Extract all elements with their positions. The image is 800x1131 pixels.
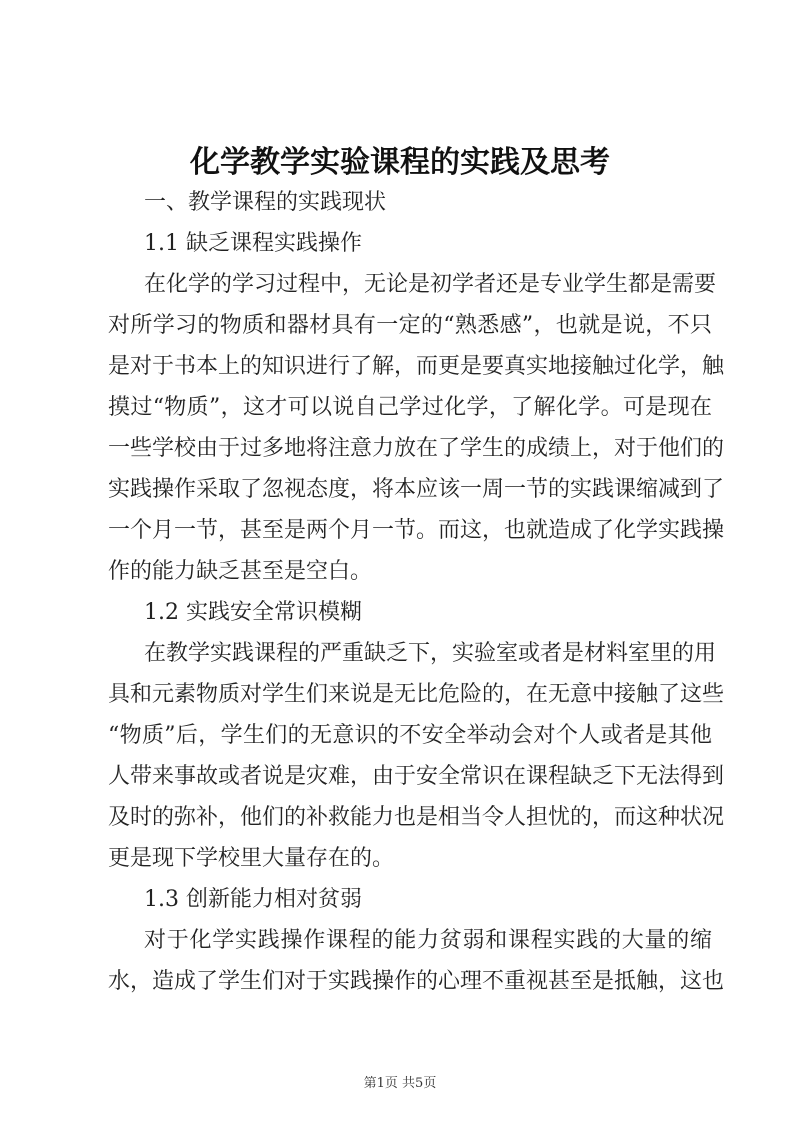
paragraph-line: 在教学实践课程的严重缺乏下，实验室或者是材料室里的用 <box>144 641 717 666</box>
document-body <box>108 182 725 1002</box>
paragraph-line: 是对于书本上的知识进行了解，而更是要真实地接触过化学，触 <box>108 354 725 379</box>
subsection-heading: 1.3 创新能力相对贫弱 <box>144 887 362 912</box>
paragraph-line: 作的能力缺乏甚至是空白。 <box>108 559 373 584</box>
paragraph-line: 人带来事故或者说是灾难，由于安全常识在课程缺乏下无法得到 <box>108 764 725 789</box>
paragraph-line: 更是现下学校里大量存在的。 <box>108 846 395 871</box>
paragraph-line: 及时的弥补，他们的补救能力也是相当令人担忧的，而这种状况 <box>108 805 725 830</box>
section-heading: 一、教学课程的实践现状 <box>144 190 387 215</box>
subsection-heading: 1.2 实践安全常识模糊 <box>144 600 362 625</box>
paragraph-line: 一个月一节，甚至是两个月一节。而这，也就造成了化学实践操 <box>108 518 725 543</box>
paragraph-line: 水，造成了学生们对于实践操作的心理不重视甚至是抵触，这也 <box>108 969 725 994</box>
paragraph-line: 对于化学实践操作课程的能力贫弱和课程实践的大量的缩 <box>144 928 712 953</box>
page-footer: 第1页 共5页 <box>363 1076 437 1091</box>
paragraph-line: 实践操作采取了忽视态度，将本应该一周一节的实践课缩减到了 <box>108 477 725 502</box>
paragraph-line: 对所学习的物质和器材具有一定的“熟悉感”，也就是说，不只 <box>108 313 712 338</box>
paragraph-line: 在化学的学习过程中，无论是初学者还是专业学生都是需要 <box>144 272 717 297</box>
paragraph-line: “物质”后，学生们的无意识的不安全举动会对个人或者是其他 <box>108 723 712 748</box>
document-title: 化学教学实验课程的实践及思考 <box>190 145 610 180</box>
paragraph-line: 具和元素物质对学生们来说是无比危险的，在无意中接触了这些 <box>108 682 725 707</box>
paragraph-line: 一些学校由于过多地将注意力放在了学生的成绩上，对于他们的 <box>108 436 725 461</box>
paragraph-line: 摸过“物质”，这才可以说自己学过化学，了解化学。可是现在 <box>108 395 712 420</box>
subsection-heading: 1.1 缺乏课程实践操作 <box>144 231 362 256</box>
